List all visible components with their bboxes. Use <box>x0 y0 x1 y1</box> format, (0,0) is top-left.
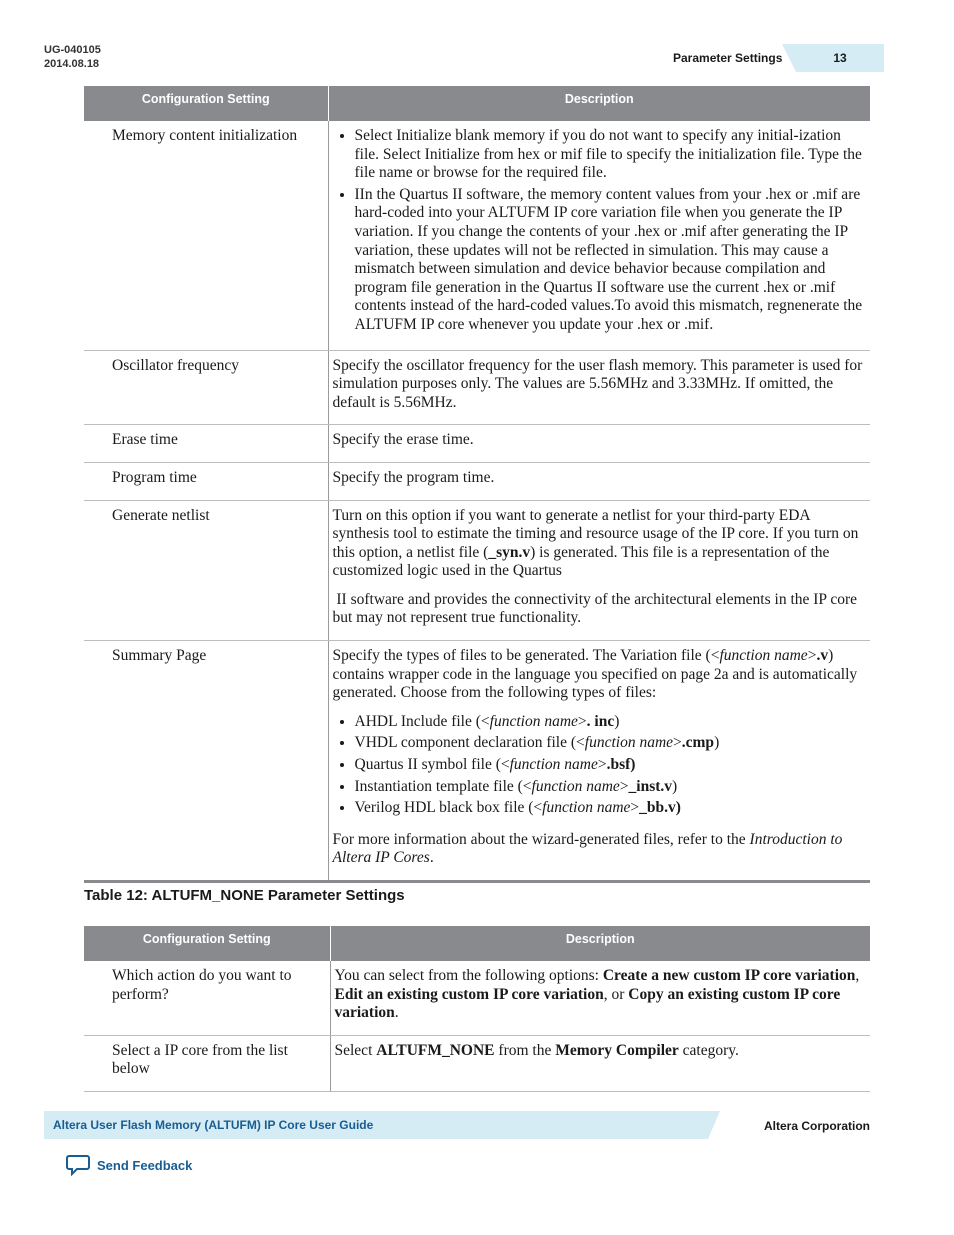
table-row <box>84 961 870 1035</box>
text-run: ) is generated. This file is a representation of the customized logic used in the Quartus <box>332 543 830 580</box>
page-number: 13 <box>833 51 847 65</box>
text-run: Select <box>334 1041 377 1059</box>
italic-text: function name <box>509 756 598 774</box>
text-run: > <box>619 777 629 795</box>
text-run: ) <box>614 712 620 730</box>
setting-description <box>328 121 870 350</box>
list-item <box>355 799 867 818</box>
filename-text: .bsf) <box>606 756 636 774</box>
text-run: VHDL component declaration file (< <box>354 734 585 752</box>
italic-text: function name <box>542 799 631 817</box>
setting-name: Oscillator frequency <box>84 350 328 425</box>
table-caption: Table 12: ALTUFM_NONE Parameter Settings <box>84 887 405 904</box>
setting-name: Program time <box>84 462 328 500</box>
setting-name: Which action do you want to perform? <box>84 961 330 1035</box>
document-id-block <box>44 43 101 71</box>
setting-name: Generate netlist <box>84 500 328 641</box>
text-run: . <box>394 1004 399 1022</box>
table-row <box>84 1035 870 1091</box>
column-header-description: Description <box>330 926 870 961</box>
setting-description <box>330 961 870 1035</box>
category-name: Memory Compiler <box>555 1041 679 1059</box>
page-number-tab <box>796 44 884 72</box>
list-item <box>355 778 867 797</box>
text-run: > <box>630 799 640 817</box>
table-row <box>84 121 870 350</box>
ip-core-name: ALTUFM_NONE <box>376 1041 495 1059</box>
description-paragraph <box>333 507 867 581</box>
send-feedback-label[interactable]: Send Feedback <box>97 1157 193 1173</box>
section-title: Parameter Settings <box>673 51 783 65</box>
text-run: , or <box>603 985 629 1003</box>
description-paragraph: II software and provides the connectivity of the architectural elements in the IP core but may not represent true functionality. <box>332 590 861 627</box>
setting-name: Memory content initialization <box>84 121 328 350</box>
setting-description <box>328 500 870 641</box>
italic-text: function name <box>531 777 620 795</box>
option-name: Edit an existing custom IP core variation <box>334 985 604 1003</box>
setting-description <box>328 641 870 882</box>
parameter-table-2 <box>84 926 870 1092</box>
text-run: ) <box>714 734 720 752</box>
text-run: > <box>673 734 682 752</box>
text-run: from the <box>494 1041 556 1059</box>
text-run: Turn on this option if you want to generate a netlist for your third-party EDA synthesis tool to estimate the timing and resource usage of the IP core. If you turn on this option, a netlist file ( <box>332 506 859 561</box>
table-row <box>84 641 870 882</box>
filename-text: .cmp <box>681 734 715 752</box>
parameter-table-1 <box>84 86 870 883</box>
text-run: , <box>855 967 860 984</box>
text-run: ) contains wrapper code in the language you specified on page 2a and is automatically generated. Choose from the following types of files: <box>332 647 858 702</box>
text-run: > <box>807 647 817 665</box>
italic-text: function name <box>489 712 578 730</box>
footer-band <box>44 1111 708 1139</box>
table-row <box>84 500 870 641</box>
setting-description: Specify the erase time. <box>328 425 870 463</box>
speech-bubble-icon <box>66 1154 90 1176</box>
column-header-description: Description <box>328 86 870 121</box>
text-run: You can select from the following options: <box>334 967 603 984</box>
description-paragraph <box>333 831 867 868</box>
company-name: Altera Corporation <box>764 1119 871 1133</box>
description-paragraph <box>333 647 867 703</box>
text-run: Quartus II symbol file (< <box>354 756 510 774</box>
text-run: > <box>577 712 587 730</box>
document-id: UG-040105 <box>44 44 101 56</box>
setting-description <box>330 1035 870 1091</box>
table-row <box>84 425 870 463</box>
setting-name: Summary Page <box>84 641 328 882</box>
document-date: 2014.08.18 <box>44 58 100 70</box>
list-item <box>355 734 867 753</box>
setting-name: Select a IP core from the list below <box>84 1035 330 1091</box>
text-run: . <box>429 849 434 867</box>
option-name: Copy an existing custom IP core variation <box>334 985 841 1022</box>
setting-description: Specify the program time. <box>328 462 870 500</box>
doc-reference: Introduction to Altera IP Cores <box>332 830 843 867</box>
list-item <box>355 756 867 775</box>
setting-name: Erase time <box>84 425 328 463</box>
column-header-setting: Configuration Setting <box>84 86 328 121</box>
list-item: • IIn the Quartus II software, the memory content values from your .hex or .mif are hard-coded into your ALTUFM IP core variation file when you generate the IP variation. If you change the contents of your .hex or .mif after generating the IP variation, these updates will not be reflected in simulation. This may cause a mismatch between simulation and device behavior because compilation and program file generation in the Quartus II software use the current .hex or .mif contents instead of the hard-coded values.To avoid this mismatch, regnenerate the ALTUFM IP core whenever you update your .hex or .mif. <box>355 186 867 335</box>
send-feedback-link[interactable] <box>66 1154 192 1176</box>
text-run: Specify the types of files to be generated. The Variation file (< <box>332 647 720 665</box>
table-row <box>84 350 870 425</box>
list-item <box>355 713 867 732</box>
option-name: Create a new custom IP core variation <box>602 967 856 984</box>
text-run: Verilog HDL black box file (< <box>354 799 543 817</box>
list-item: • Select Initialize blank memory if you do not want to specify any initial-ization file. Select Initialize from hex or mif file to specify the initialization file. Type the file name or browse for the required file. <box>355 127 867 183</box>
italic-text: function name <box>584 734 674 752</box>
italic-text: function name <box>719 647 808 665</box>
column-header-setting: Configuration Setting <box>84 926 330 961</box>
text-run: AHDL Include file (< <box>354 712 490 730</box>
text-run: category. <box>678 1041 739 1059</box>
filename-text: _inst.v <box>628 777 673 795</box>
filename-text: .v <box>816 647 829 665</box>
text-run: > <box>597 756 607 774</box>
text-run: ) <box>672 777 678 795</box>
filename-text: . inc <box>586 712 615 730</box>
table-row <box>84 462 870 500</box>
file-type-list <box>333 713 867 818</box>
guide-title-link[interactable]: Altera User Flash Memory (ALTUFM) IP Core User Guide <box>53 1118 374 1132</box>
text-run: Instantiation template file (< <box>354 777 532 795</box>
setting-description: Specify the oscillator frequency for the user flash memory. This parameter is used for simulation purposes only. The values are 5.56MHz and 3.33MHz. If omitted, the default is 5.56MHz. <box>328 350 870 425</box>
bullet-list <box>333 127 867 335</box>
filename-text: _bb.v) <box>639 799 681 817</box>
text-run: For more information about the wizard-generated files, refer to the <box>332 830 750 848</box>
filename-text: _syn.v <box>488 543 531 561</box>
